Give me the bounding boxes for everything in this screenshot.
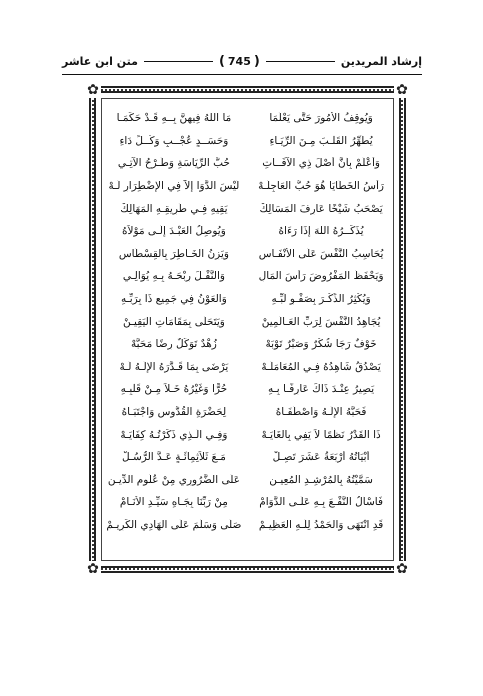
verse-second-hemistich: لِحَضْرَةِ القُدُّوسِ وَاجْتَبَـاهُ <box>121 406 227 419</box>
verse-second-hemistich: وَحَسَــدٍ عُجْــبٍ وَكُــلِّ دَاءِ <box>119 134 229 147</box>
header-rule-left <box>144 61 213 62</box>
verse-first-hemistich: وَأَعْلَمْ بِأَنَّ أَصْلَ ذِي الآفَــاتِ <box>262 157 380 170</box>
verse-second-hemistich: وَالنَّفْـلَ رِبْحَـهُ بِـهِ يُوَالِـي <box>122 270 225 283</box>
verse-second-hemistich: وَيَتَحَلَّى بِمَقَامَاتِ اليَقِيـنْ <box>122 315 225 328</box>
page-number-bracket-open: ( <box>253 53 260 69</box>
verse-row <box>106 333 389 356</box>
verse-second-hemistich: مَـعَ ثَلاَثِمِائَـةٍ عَـدَّ الرُّسُـلْ <box>121 451 226 464</box>
verse-row <box>106 356 389 379</box>
verse-first-hemistich: يُذَكِّــرُهُ اللهَ إِذَا رَءَاهُ <box>278 225 364 238</box>
verse-second-hemistich: زُهْدٌ تَوَكُّلٌ رِضًا مَحَبَّهْ <box>131 338 217 351</box>
verse-first-hemistich: وَيَحْفَظُ المَفْرُوضَ رَأْسَ المَالِ <box>258 270 384 283</box>
header-underline <box>62 74 422 75</box>
verse-row <box>106 446 389 469</box>
verse-second-hemistich: يَرْضَى بِمَا قَـدَّرَهُ الإِلَـهُ لَـهْ <box>119 360 229 373</box>
verse-row <box>106 469 389 492</box>
verse-second-hemistich: مِنْ رَبِّنَا بِجَـاهِ سَيِّـدِ الأَنَـامْ <box>119 496 228 509</box>
verse-second-hemistich: حُرًّا وَغَيْرُهُ خَـلاَ مِـنْ قَلْبِـهِ <box>120 383 228 396</box>
verse-first-hemistich: وَيُوقِفُ الأُمُورَ حَتَّى يَعْلَمَا <box>269 112 373 125</box>
book-title: إرشاد المريدين <box>340 54 422 68</box>
verse-row <box>106 514 389 537</box>
corner-ornament-icon: ✿ <box>394 82 410 98</box>
ornamental-frame <box>87 82 408 577</box>
verse-second-hemistich: وَالعَوْنُ فِي جَمِيعِ ذَا بِرَبِّـهِ <box>121 293 227 306</box>
page-number-box <box>219 54 260 69</box>
verse-first-hemistich: يُطَهِّرُ القَلْـبَ مِـنَ الرِّيَـاءِ <box>269 134 373 147</box>
verse-first-hemistich: يُحَاسِبُ النَّفْسَ عَلَى الأَنْفَـاسِ <box>258 247 384 260</box>
verse-row <box>106 243 389 266</box>
verse-row <box>106 288 389 311</box>
verse-second-hemistich: مَا اللهُ فِيهِنَّ بِــهِ قَـدْ حَكَمَـا <box>116 112 232 125</box>
verse-first-hemistich: ذَا القَدْرُ نَظْمًا لاَ يَفِي بِالغَايَـهْ <box>261 428 381 441</box>
verse-row <box>106 220 389 243</box>
verse-first-hemistich: قَدِ انْتَهَى وَالحَمْدُ لِلَّـهِ العَظِيـمْ <box>258 518 384 531</box>
verse-first-hemistich: وَيُكْثِرُ الذِّكْـرَ بِصَفْـوِ لُبِّـهِ <box>271 293 371 306</box>
verse-second-hemistich: صَلَّى وَسَلَّمَ عَلَى الهَادِي الكَرِيـمْ <box>106 518 242 531</box>
verse-first-hemistich: رَأْسُ الخَطَايَا هُوَ حُبُّ العَاجِلَـهْ <box>258 180 384 193</box>
verse-row <box>106 130 389 153</box>
verse-row <box>106 107 389 130</box>
verse-row <box>106 491 389 514</box>
verse-row <box>106 423 389 446</box>
verse-first-hemistich: يَصِيرُ عِنْـدَ ذَاكَ عَارِفًـا بِـهِ <box>268 383 375 396</box>
verse-row <box>106 401 389 424</box>
page-number-bracket-close: ) <box>218 53 225 69</box>
poem-verses <box>106 107 389 556</box>
header-rule-right <box>266 61 335 62</box>
verse-second-hemistich: لَيْسَ الدَّوَا إِلاَّ فِي الإِضْطِرَارِ لَـهْ <box>108 180 240 193</box>
verse-second-hemistich: يَقِيهِ فِـي طَرِيقِـهِ المَهَالِكْ <box>120 202 228 215</box>
verse-first-hemistich: يُجَاهِدُ النَّفْسَ لِرَبِّ العَـالَمِينْ <box>261 315 381 328</box>
verse-row <box>106 175 389 198</box>
verse-second-hemistich: وَيَزِنُ الخَـاطِرَ بِالقِسْطَاسِ <box>118 247 229 260</box>
verse-row <box>106 152 389 175</box>
verse-second-hemistich: حُبُّ الرِّيَاسَةِ وَطَـرْحُ الآتِـي <box>117 157 230 170</box>
corner-ornament-icon: ✿ <box>85 561 101 577</box>
running-header <box>62 52 422 70</box>
corner-ornament-icon: ✿ <box>85 82 101 98</box>
verse-first-hemistich: خَوْفٌ رَجَا شُكْرٌ وَصَبْرٌ تَوْبَهْ <box>265 338 377 351</box>
verse-first-hemistich: أَبْيَاتُهُ أَرْبَعَةُ عَشَرَ تَصِـلْ <box>272 451 370 464</box>
verse-first-hemistich: يَصْحَبُ شَيْخًا عَارِفَ المَسَالِكْ <box>259 202 383 215</box>
section-title: متن ابن عاشر <box>61 54 138 68</box>
verse-first-hemistich: سَمَّيْتُهُ بِالمُرْشِـدِ المُعِيـنِ <box>269 473 373 486</box>
verse-second-hemistich: وَفِـي الَّـذِي ذَكَرْتُـهُ كِفَايَـهْ <box>120 428 228 441</box>
verse-second-hemistich: عَلَى الضَّرُورِي مِنْ عُلُومِ الدِّيـنِ <box>107 473 240 486</box>
corner-ornament-icon: ✿ <box>394 561 410 577</box>
verse-row <box>106 265 389 288</box>
verse-row <box>106 378 389 401</box>
page-number: 745 <box>227 54 251 68</box>
verse-first-hemistich: فَأَسْأَلُ النَّفْـعَ بِـهِ عَلَـى الدَّوَامْ <box>259 496 383 509</box>
verse-row <box>106 310 389 333</box>
verse-row <box>106 197 389 220</box>
verse-first-hemistich: يَصْدُقُ شَاهِدُهُ فِـي المُعَامَلَـهْ <box>261 360 381 373</box>
verse-first-hemistich: فَحَبَّهُ الإِلَـهُ وَاصْطَفَـاهُ <box>275 406 367 419</box>
verse-second-hemistich: وَيُوصِلُ العَبْـدَ إِلَـى مَوْلاَهُ <box>122 225 226 238</box>
